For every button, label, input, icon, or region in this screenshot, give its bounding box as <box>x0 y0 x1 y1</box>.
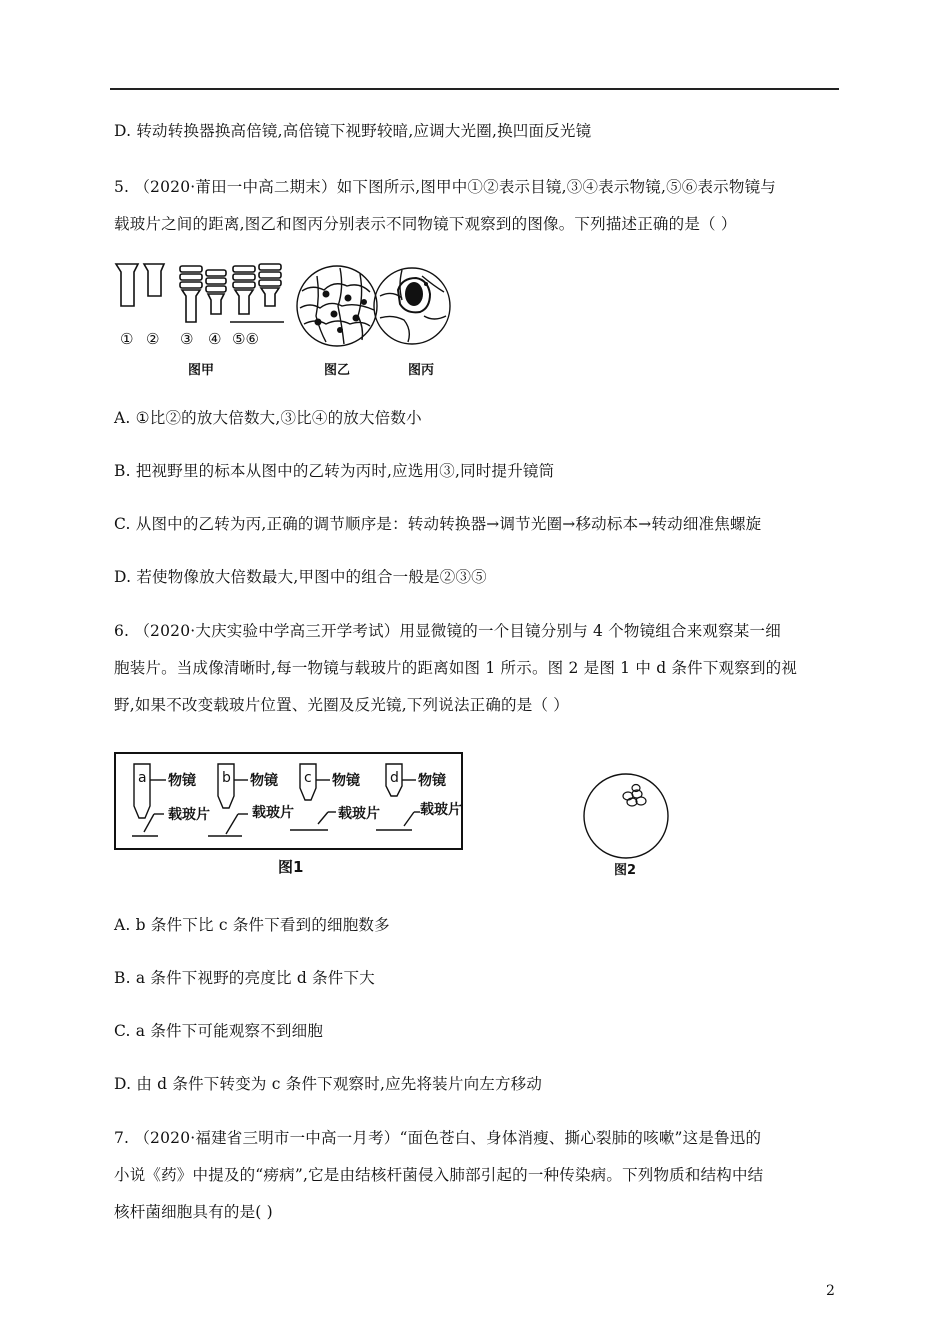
objective-c <box>290 764 336 830</box>
letter-c: c <box>304 770 312 786</box>
q7-stem-line3: 核杆菌细胞具有的是( ) <box>114 1203 273 1221</box>
lens-number-4: ④ <box>208 330 222 348</box>
caption-fig2: 图2 <box>614 863 637 878</box>
objective-4 <box>206 270 226 314</box>
letter-d: d <box>390 770 399 786</box>
q5-option-a: A. ①比②的放大倍数大,③比④的放大倍数小 <box>114 409 422 427</box>
objective-5 <box>233 266 255 314</box>
objective-label-b: 物镜 <box>250 773 278 789</box>
q6-option-d: D. 由 d 条件下转变为 c 条件下观察时,应先将装片向左方移动 <box>114 1075 543 1093</box>
caption-yi: 图乙 <box>324 363 351 378</box>
objective-3 <box>180 266 202 322</box>
caption-jia: 图甲 <box>188 363 215 378</box>
q5-option-b: B. 把视野里的标本从图中的乙转为丙时,应选用③,同时提升镜筒 <box>114 462 555 480</box>
letter-b: b <box>222 770 231 786</box>
eyepiece-2 <box>144 264 164 296</box>
q5-stem-line1: 5. （2020·莆田一中高二期末）如下图所示,图甲中①②表示目镜,③④表示物镜,⑤⑥表示物镜与 <box>114 178 776 196</box>
q6-option-a: A. b 条件下比 c 条件下看到的细胞数多 <box>114 916 390 934</box>
caption-fig1: 图1 <box>278 858 304 876</box>
q6-stem-line1: 6. （2020·大庆实验中学高三开学考试）用显微镜的一个目镜分别与 4 个物镜组合来观察某一细 <box>114 622 781 640</box>
q5-option-c: C. 从图中的乙转为丙,正确的调节顺序是：转动转换器→调节光圈→移动标本→转动细准焦螺旋 <box>114 515 762 533</box>
q5-stem-line2: 载玻片之间的距离,图乙和图丙分别表示不同物镜下观察到的图像。下列描述正确的是（ ） <box>114 215 737 233</box>
lens-number-56: ⑤⑥ <box>232 330 259 348</box>
objective-label-a: 物镜 <box>168 773 196 789</box>
objective-label-c: 物镜 <box>332 773 360 789</box>
q6-option-b: B. a 条件下视野的亮度比 d 条件下大 <box>114 969 375 987</box>
q6-stem-line3: 野,如果不改变载玻片位置、光圈及反光镜,下列说法正确的是（ ） <box>114 696 569 714</box>
field-yi <box>297 266 377 346</box>
header-rule <box>110 88 839 90</box>
objective-6 <box>259 264 281 306</box>
objective-label-d: 物镜 <box>418 773 446 789</box>
slide-label-a: 载玻片 <box>168 807 210 823</box>
q7-stem-line2: 小说《药》中提及的“痨病”,它是由结核杆菌侵入肺部引起的一种传染病。下列物质和结构中结 <box>114 1166 764 1184</box>
slide-label-c: 载玻片 <box>338 806 380 822</box>
q5-figure <box>112 256 462 382</box>
lens-number-3: ③ <box>180 330 194 348</box>
page-number: 2 <box>826 1283 835 1299</box>
q6-stem-line2: 胞装片。当成像清晰时,每一物镜与载玻片的距离如图 1 所示。图 2 是图 1 中 d 条件下观察到的视 <box>114 659 798 677</box>
q7-stem-line1: 7. （2020·福建省三明市一中高一月考）“面色苍白、身体消瘦、撕心裂肺的咳嗽”这是鲁迅的 <box>114 1129 762 1147</box>
q5-option-d: D. 若使物像放大倍数最大,甲图中的组合一般是②③⑤ <box>114 568 487 586</box>
slide-label-b: 载玻片 <box>252 805 294 821</box>
field-bing <box>374 268 450 344</box>
eyepiece-1 <box>116 264 138 306</box>
lens-number-2: ② <box>146 330 160 348</box>
q6-figure-2 <box>580 770 680 880</box>
slide-label-d: 载玻片 <box>420 802 462 818</box>
q6-option-c: C. a 条件下可能观察不到细胞 <box>114 1022 324 1040</box>
caption-bing: 图丙 <box>408 363 435 378</box>
letter-a: a <box>138 770 147 786</box>
q6-figure-1 <box>114 752 466 880</box>
q4-option-d: D. 转动转换器换高倍镜,高倍镜下视野较暗,应调大光圈,换凹面反光镜 <box>114 122 592 140</box>
lens-number-1: ① <box>120 330 134 348</box>
